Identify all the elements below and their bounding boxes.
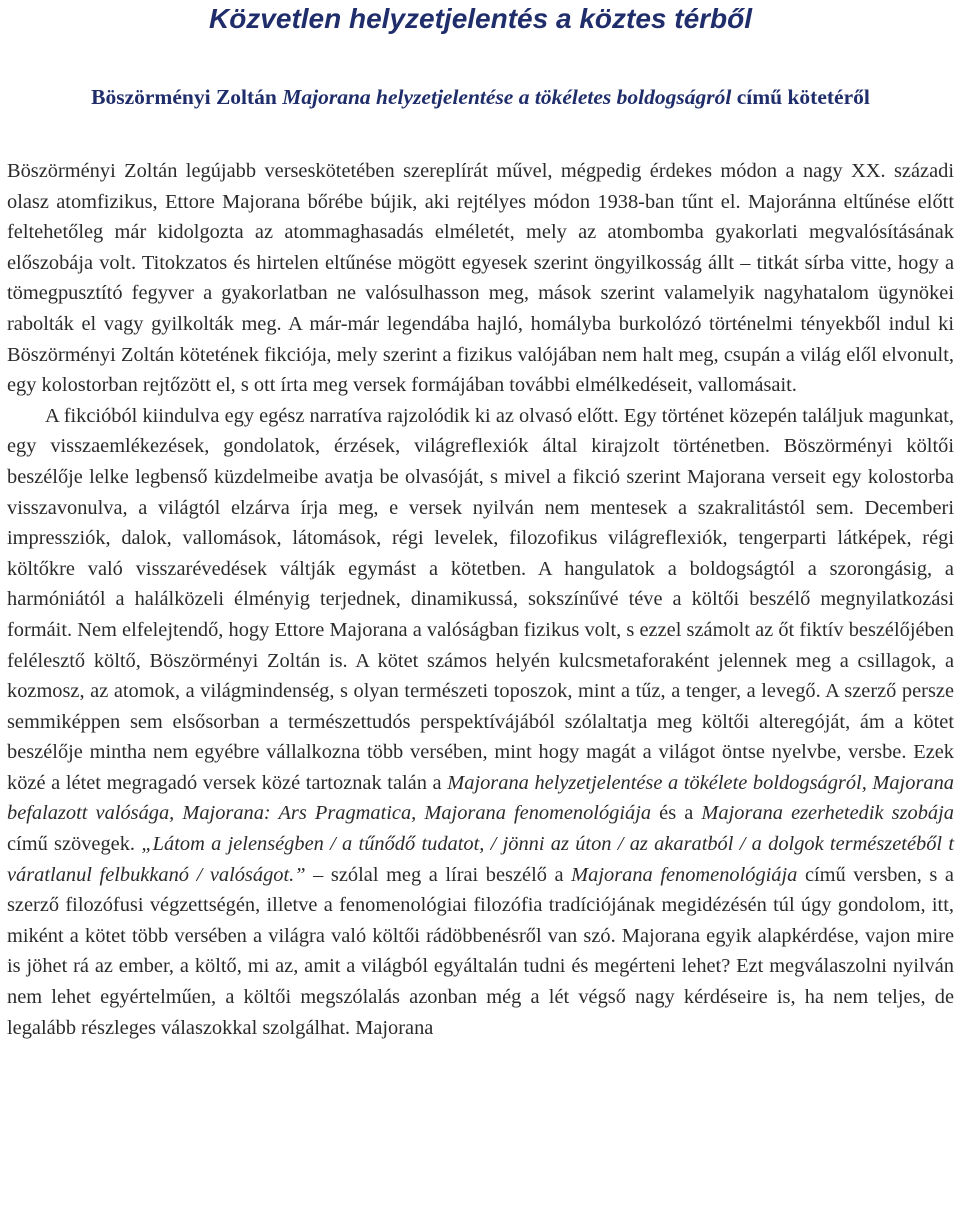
article-body — [7, 156, 954, 1043]
page-title: Közvetlen helyzetjelentés a köztes térből — [208, 3, 753, 34]
paragraph-1-text: Böszörményi Zoltán legújabb verseskötetében szereplírát művel, mégpedig érdekes módon a nagy XX. századi olasz atomfizikus, Ettore Majorana bőrébe bújik, aki rejtélyes módon 1938-ban tűnt el. Majoránna eltűnése előtt feltehetőleg már kidolgozta az atommaghasadás elméletét, mely az atombomba gyakorlati megvalósításának előszobája volt. Titokzatos és hirtelen eltűnése mögött egyesek szerint öngyilkosság állt – titkát sírba vitte, hogy a tömegpusztító fegyver a gyakorlatban ne valósulhasson meg, mások szerint valamelyik nagyhatalom ügynökei rabolták el vagy gyilkolták meg. A már-már legendába hajló, homályba burkolózó történelmi tényekből indul ki Böszörményi Zoltán kötetének fikciója, mely szerint a fizikus valójában nem halt meg, csupán a világ elől elvonult, egy kolostorban rejtőzött el, s ott írta meg versek formájában további elmélkedéseit, vallomásait. — [7, 160, 954, 397]
subtitle-book-title: Majorana helyzetjelentése a tökéletes boldogságról — [282, 85, 732, 109]
paragraph-2-book-title-last: Majorana ezerhetedik szobája — [701, 802, 954, 825]
paragraph-2-book-titles: Majorana helyzetjelentése a tökélete boldogságról, Majorana befalazott valósága, Majorana: Ars Pragmatica, Majorana fenomenológiája — [7, 771, 954, 825]
page-subtitle — [7, 82, 954, 112]
document-page — [7, 0, 954, 1043]
paragraph-2-poem-title: Majorana fenomenológiája — [571, 863, 798, 886]
paragraph-2-text-5: című versben, s a szerző filozófusi végzettségén, illetve a fenomenológiai filozófia tradíciójának megidézésén túl úgy gondolom, itt, miként a kötet több versében a világra való költői rádöbbenésről van szó. Majorana egyik alapkérdése, vajon mire is jöhet rá az ember, a költő, mi az, amit a világból egyáltalán tudni és megérteni lehet? Ezt megválaszolni nyilván nem lehet egyértelműen, a költői megszólalás azonban még a lét végső nagy kérdéseire is, ha nem teljes, de legalább részleges válaszokkal szolgálhat. Majorana — [7, 863, 954, 1039]
paragraph-2-text-3: című szövegek. — [7, 833, 142, 856]
paragraph-2-text-4: – szólal meg a lírai beszélő a — [305, 863, 572, 886]
paragraph-2-quote: „Látom a jelenségben / a tűnődő tudatot, / jönni az úton / az akaratból / a dolgok természetéből t váratlanul felbukkanó / valóságot.” — [7, 833, 955, 886]
paragraph-2 — [7, 401, 954, 1043]
paragraph-2-text-1: A fikcióból kiindulva egy egész narratíva rajzolódik ki az olvasó előtt. Egy történet közepén találjuk magunkat, egy visszaemlékezések, gondolatok, érzések, világreflexiók által kirajzolt történetben. Böszörményi költői beszélője lelke legbenső küzdelmeibe avatja be olvasóját, s mivel a fikció szerint Majorana verseit egy kolostorba visszavonulva, a világtól elzárva írja meg, e versek nyilván nem mentesek a szakralitástól sem. Decemberi impressziók, dalok, vallomások, látomások, régi levelek, filozofikus világreflexiók, tengerparti látképek, régi költőkre való visszarévedések váltják egymást a kötetben. A hangulatok a boldogságtól a szorongásig, a harmóniától a halálközeli élményig terjednek, dinamikussá, sokszínűvé téve a költői beszélő megnyilatkozási formáit. Nem elfelejtendő, hogy Ettore Majorana a valóságban fizikus volt, s ezzel számolt az őt fiktív beszélőjében felélesztő költő, Böszörményi Zoltán is. A kötet számos helyén kulcsmetaforaként jelennek meg a csillagok, a kozmosz, az atomok, a világmindenség, s olyan természeti toposzok, mint a tűz, a tenger, a levegő. A szerző persze semmiképpen sem elsősorban a természettudós perspektívájából szólaltatja meg költői alteregóját, ám a kötet beszélője mintha nem egyébre vállalkozna több versében, mint hogy magát a világot öntse nyelvbe, versbe. Ezek közé a létet megragadó versek közé tartoznak talán a — [7, 404, 954, 794]
subtitle-author: Böszörményi Zoltán — [91, 85, 277, 109]
paragraph-2-text-2: és a — [651, 802, 702, 825]
paragraph-1 — [7, 156, 954, 401]
subtitle-suffix: című kötetéről — [736, 85, 870, 109]
